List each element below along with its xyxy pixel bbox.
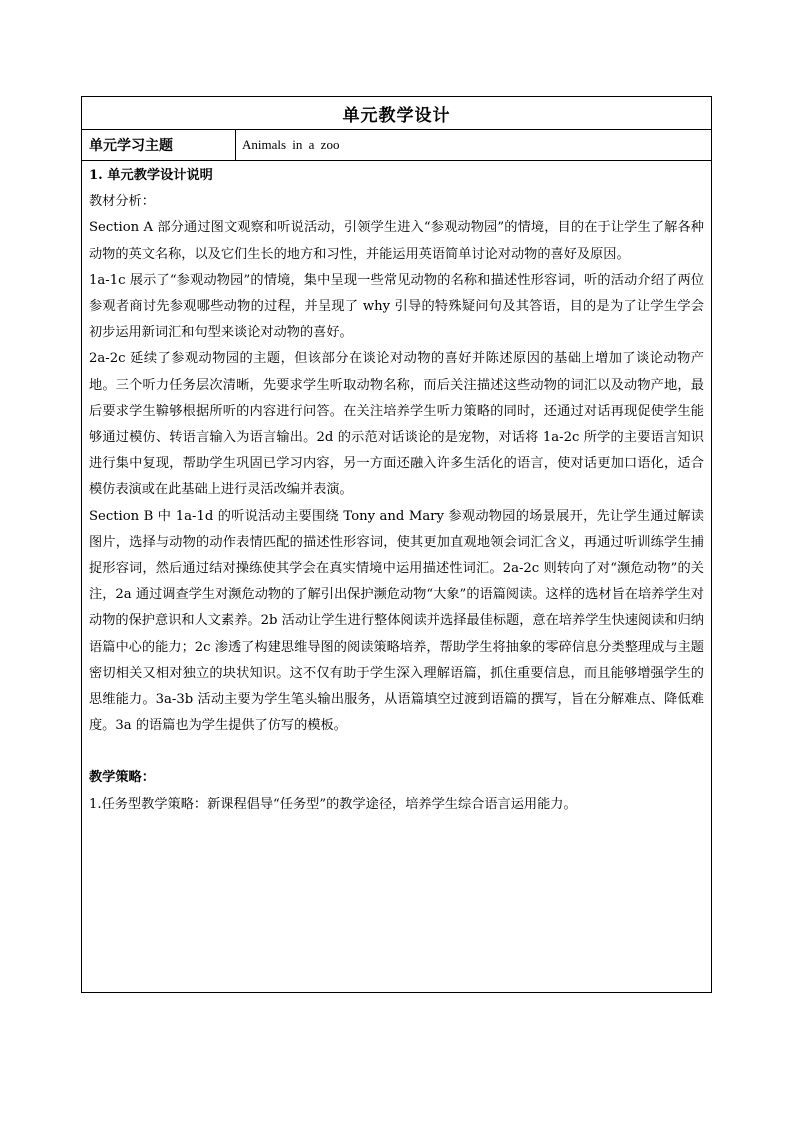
- topic-label: 单元学习主题: [82, 130, 236, 160]
- content-cell: [82, 161, 711, 992]
- paragraph-section-a: Section A 部分通过图文观察和听说活动，引领学生进入“参观动物园”的情境，目的在于让学生了解各种动物的英文名称，以及它们生长的地方和习性，并能运用英语简单讨论对动物的喜好及原因。: [89, 220, 704, 262]
- spacer: [89, 739, 704, 765]
- topic-value: Animals in a zoo: [242, 137, 340, 152]
- paragraph-2a-2c: 2a-2c 延续了参观动物园的主题，但该部分在谈论对动物的喜好并陈述原因的基础上增加了谈论动物产地。三个听力任务层次清晰，先要求学生听取动物名称，而后关注描述这些动物的词汇以及动物产地，最后要求学生鞥够根据所听的内容进行问答。在关注培养学生听力策略的同时，还通过对话再现促使学生能够通过模仿、转语言输入为语言输出。2d 的示范对话谈论的是宠物，对话将 1a-2c 所学的主要语言知识进行集中复现，帮助学生巩固已学习内容，另一方面还融入许多生活化的语言，使对话更加口语化，适合模仿表演或在此基础上进行灵活改编并表演。: [89, 351, 704, 498]
- table-title: 单元教学设计: [82, 97, 711, 130]
- unit-design-table: [81, 96, 712, 993]
- material-label: 教材分析：: [89, 194, 155, 210]
- strategy-item: 1.任务型教学策略：新课程倡导“任务型”的教学途径，培养学生综合语言运用能力。: [89, 796, 577, 812]
- paragraph-1a-1c: 1a-1c 展示了“参观动物园”的情境，集中呈现一些常见动物的名称和描述性形容词，听的活动介绍了两位参观者商讨先参观哪些动物的过程，并呈现了 why 引导的特殊疑问句及其答语，目的是为了让学生学会初步运用新词汇和句型来谈论对动物的喜好。: [89, 272, 704, 341]
- paragraph-section-b: Section B 中 1a-1d 的听说活动主要围绕 Tony and Mary 参观动物园的场景展开，先让学生通过解读图片，选择与动物的动作表情匹配的描述性形容词，使其更加直观地领会词汇含义，再通过听训练学生捕捉形容词，然后通过结对操练使其学会在真实情境中运用描述性词汇。2a-2c 则转向了对“濒危动物”的关注，2a 通过调查学生对濒危动物的了解引出保护濒危动物“大象”的语篇阅读。这样的选材旨在培养学生对动物的保护意识和人文素养。2b 活动让学生进行整体阅读并选择最佳标题，意在培养学生快速阅读和归纳语篇中心的能力；2c 渗透了构建思维导图的阅读策略培养，帮助学生将抽象的零碎信息分类整理成与主题密切相关又相对独立的块状知识。这不仅有助于学生深入理解语篇，抓住重要信息，而且能够增强学生的思维能力。3a-3b 活动主要为学生笔头输出服务，从语篇填空过渡到语篇的撰写，旨在分解难点、降低难度。3a 的语篇也为学生提供了仿写的模板。: [89, 508, 704, 734]
- section-heading: 1. 单元教学设计说明: [89, 168, 213, 183]
- strategy-heading: 教学策略：: [89, 770, 155, 786]
- topic-row: [82, 130, 711, 161]
